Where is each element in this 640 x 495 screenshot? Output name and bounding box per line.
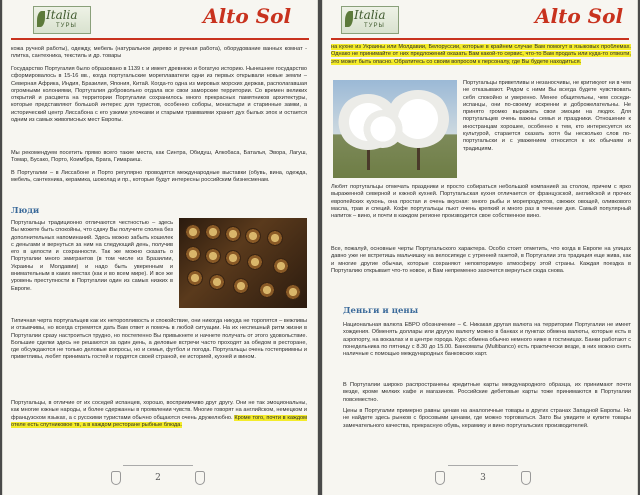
scroll-ornament-icon [195,471,205,485]
barrel [187,270,203,286]
logo-script: Italia [46,8,78,22]
barrel [225,226,241,242]
logo-script: Italia [354,8,386,22]
section-title: Люди [11,206,40,216]
highlighted-text: Кроме того, почти в каждом отеле есть спутниковое тв, а в каждом ресторане рыбные блюда. [11,414,307,428]
header-divider [331,38,629,40]
page-header [323,0,637,44]
logo-sub: ТУРЫ [56,23,77,29]
paragraph: Португальцы традиционно отличаются честностью – здесь Вы можете быть спокойны, что сдачу Вы получите сполна без дополнительных напоминаний. Здесь можно забыть кошелек с деньгами и вернуться за ним на следующий день, получив его в целости и сохранности. Так же можно сказать о Португалии много эмигрантов (в том числе из Бразилии, Украины и Молдавии) и надо быть уверенным и внимательным в каких местах (как и во всем мире). И все же уровень преступности в Португалии один из самых низких в Европе. [11,220,173,292]
highlighted-text: на кухне из Украины или Молдавии, Белоруссии, которые в крайнем случае Вам помогут в языковых проблемах. Однако не принимайте от них предложений оказать Вам какой-то сервис, что-то Вам продать или куда-то отвезти, это может быть опасно. Обратитесь со своим вопросом к персоналу, где Вы будете находиться. [331,44,631,65]
brand-title: Alto Sol [535,4,624,28]
paragraph: В Португалии – в Лиссабоне и Порто регулярно проводятся международные выставки (обувь, вина, одежда, мебель, сантехника, керамика, шоколад и пр., которые будут интересны российским бизнесменам. [11,170,307,184]
page-header [3,0,317,44]
paragraph: Типичная черта португальцев как их неторопливость и спокойствие, они никогда никуда не торопятся – вежливы и отзывчивы, но всегда стремятся дать Вам ответ и помочь в любой ситуации. На их неспешный ритм жизни в Португалии сразу настроиться трудно, но постепенно Вы привыкнете и начнете получать от этого удовольствие. Большие сделки здесь не решаются за один день, а деловые встречи часто проходят за обедом в ресторане, где обсуждаются не только деловые вопросы, но и семья, футбол и погода. Португальцы очень гостеприимны и приветливы, любят принимать гостей и гордятся своей страной, ее историей, кухней и вином. [11,318,307,361]
barrel [225,250,241,266]
barrel [259,282,275,298]
barrel [247,254,263,270]
paragraph: Государство Португалия было образовано в 1139 г. и имеет древнюю и богатую историю. Нынешнее государство сформировалось в 15-16 вв., когда португальские мореплаватели одни из первых открывали новые земли – Северная Африка, Индия, Бразилия, Япония, Китай. Когда-то одна из мировых морских держав, располагавшая огромными колониями, Португалия добровольно отдала все свои заморские территории. Со времен великих открытий и расцвета на территории Португалии сохранилось много прекрасных памятников архитектуры, которые представляют большой интерес для туристов, особенно соборы, монастыри и старинные замки, а исторический центр Лиссабона с его узкими улочками и старыми трамваями хранит дух былых эпох и остается одним из самых живописных мест Европы. [11,66,307,124]
barrel [267,230,283,246]
barrel [285,284,301,300]
paragraph: Мы рекомендуем посетить прямо всего такие места, как Синтра, Обидуш, Алкобаса, Баталья, Эвора, Лагуш, Томар, Бусако, Порто, Коимбра, Брага, Гимараеш. [11,150,307,164]
header-divider [11,38,309,40]
scroll-ornament-icon [521,471,531,485]
section-title: Деньги и цены [343,306,419,316]
italia-logo [341,6,399,34]
paragraph: Все, пожалуй, основные черты Португальского характера. Особо стоит отметить, что когда в Европе на улицах давно уже не встретишь мальчишку на велосипеде с утренней газетой, в Португалии эта традиция еще жива, как и многие другие обычаи, которые сохраняют неповторимую атмосферу этой страны. Каждая поездка в Португалию открывает что-то новое, и Вам непременно захочется вернуться сюда снова. [331,246,631,274]
italia-logo [33,6,91,34]
scroll-ornament-icon [435,471,445,485]
blossom-trees-photo [333,80,457,178]
barrel [205,224,221,240]
barrel [209,274,225,290]
logo-sub: ТУРЫ [364,23,385,29]
paragraph: Любят португальцы отмечать праздники и просто собираться небольшой компанией за столом, причем с ярко выраженной северной и южной кухней. Португальская кухня отличается от французской, английской и прочих европейских кухонь, она простая и очень вкусная: много рыбы и морепродуктов, свежих овощей, оливкового масла, трав и специй. Кофе португальцы пьют очень крепкий и много раз в течение дня. Самый популярный напиток – вино, и почти в каждом регионе производится свое собственное вино. [331,184,631,220]
paragraph: В Португалии широко распространены кредитные карты международного образца, их принимают почти везде, кроме мелких кафе и магазинов. Российские дебетовые карты тоже принимаются в Португалии повсеместно. [343,382,631,403]
paragraph [11,400,307,438]
barrel [185,246,201,262]
scroll-ornament-icon [111,471,121,485]
barrel [205,248,221,264]
paragraph: Национальная валюта ЕВРО обозначение – €. Никакая другая валюта на территории Португалии не имеет хождения. Обменять доллары или другую валюту можно в банках и пунктах обмена валюты, которые есть в аэропорту, на вокзалах и в центре города. Курс обмена обычно немного ниже в гостиницах. Банки работают с понедельника по пятницу с 8.30 до 15.00. Банкоматы (Multibanco) есть практически везде, в них можно снять наличные с помощью международных банковских карт. [343,322,631,358]
brand-title: Alto Sol [203,4,292,28]
barrel [273,258,289,274]
barrel [185,224,201,240]
highlighted-paragraph [331,44,631,74]
paragraph-text: Португальцы, в отличие от их соседей испанцев, хорошо, восприимчиво друг другу. Они не так эмоциональны, как многие южные народы, и более сдержанны в проявлении чувств. Многие говорят на английском, немецком и французском языках, а с русскими туристами обычно общаются очень дружелюбно. [11,400,307,421]
barrel [245,228,261,244]
paragraph: Португальцы приветливы и незаносчивы, не критикуют ни в чем не отказывают. Рядом с ними Вы всегда будете чувствовать себя спокойно и уверенно. Менее общительны, чем соседи-испанцы, они по-своему искренни и доброжелательны. Не принято громко выражать свои эмоции на людях. Для португальцев очень важны семья и праздники. Отношение к иностранцам хорошее, особенно к тем, кто интересуется их культурой, старается сказать хотя бы несколько слов по-португальски и с уважением относится к их обычаям и традициям. [463,80,631,152]
paragraph: кожа ручной работы), одежду, мебель (натуральное дерево и ручная работа), оборудование ванных комнат - плитка, сантехника, текстиль и др. товары [11,46,307,60]
page-number: 2 [123,465,193,489]
paragraph: Цены в Португалии примерно равны ценам на аналогичные товары в других странах Западной Европы. Но не найдете здесь рынков с бросовыми ценами, где можно торговаться. Зато Вы увидите и купите товары замечательного качества, прекрасную обувь, керамику и вино португальских производителей. [343,408,631,429]
barrel [233,278,249,294]
right-page [322,0,638,495]
blossom-tree [363,110,403,148]
wine-barrels-photo [179,218,307,308]
left-page [2,0,318,495]
leaf-icon [345,11,353,27]
page-number: 3 [448,465,518,489]
leaf-icon [37,11,45,27]
